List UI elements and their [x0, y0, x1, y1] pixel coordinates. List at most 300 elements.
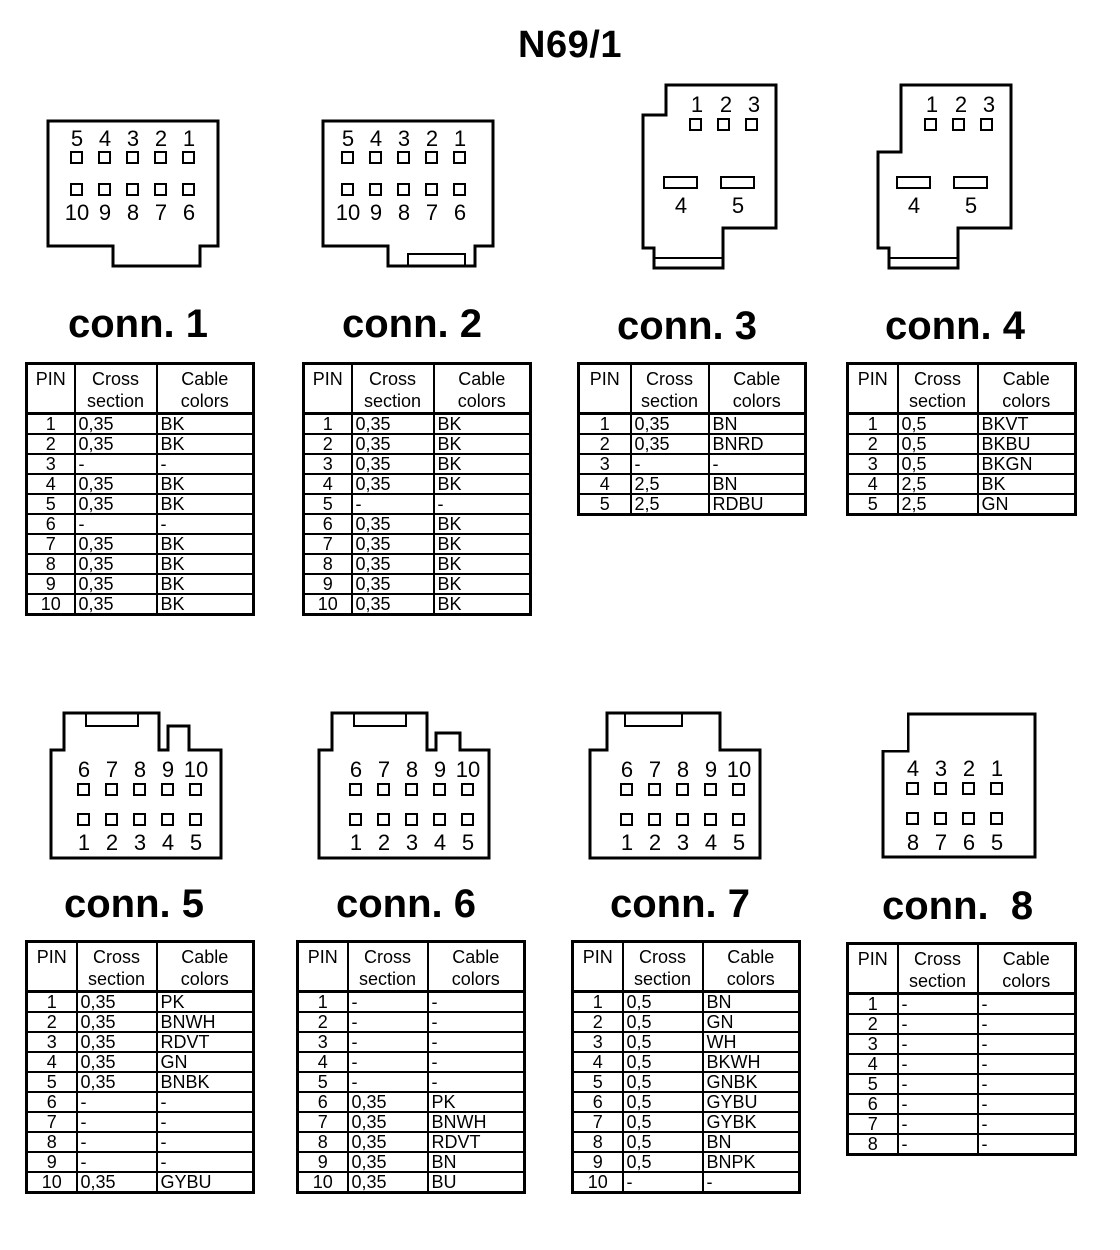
- pin-number: 1: [690, 92, 704, 117]
- cable-color-cell: BKBU: [978, 434, 1076, 454]
- cross-section-cell: 0,35: [75, 554, 157, 574]
- pin-number: 6: [349, 757, 363, 782]
- cable-color-cell: BU: [428, 1172, 525, 1193]
- page-title: N69/1: [518, 24, 622, 66]
- pin-number: 1: [349, 830, 363, 855]
- pin-number: 4: [161, 830, 175, 855]
- pin-number: 7: [648, 757, 662, 782]
- pin-number: 3: [747, 92, 761, 117]
- cross-section-cell: 0,5: [623, 1072, 703, 1092]
- cable-color-cell: BK: [157, 554, 254, 574]
- cable-color-cell: BK: [434, 454, 531, 474]
- cable-color-cell: GYBU: [157, 1172, 254, 1193]
- table-row: [579, 474, 806, 494]
- pin-number: 7: [377, 757, 391, 782]
- cross-section-cell: 0,35: [75, 574, 157, 594]
- cross-section-cell: -: [348, 1052, 428, 1072]
- pin-socket: [935, 783, 946, 794]
- table-row: [848, 1134, 1076, 1155]
- cable-color-cell: BK: [434, 414, 531, 435]
- pin-number: 3: [126, 126, 140, 151]
- cable-color-cell: -: [978, 1134, 1076, 1155]
- cable-color-cell: -: [703, 1172, 800, 1193]
- pin-column-header: PIN: [573, 942, 623, 992]
- pin-socket: [426, 152, 437, 163]
- pin-number: 7: [934, 830, 948, 855]
- cable-color-cell: RDVT: [428, 1132, 525, 1152]
- pin-number: 1: [453, 126, 467, 151]
- cross-section-cell: 2,5: [631, 474, 709, 494]
- cross-section-cell: -: [348, 1012, 428, 1032]
- table-row: [27, 494, 254, 514]
- pin-cell: 3: [579, 454, 631, 474]
- pin-socket: [342, 184, 353, 195]
- pin-cell: 1: [27, 992, 77, 1013]
- pin-socket: [705, 784, 716, 795]
- cable-color-cell: GYBK: [703, 1112, 800, 1132]
- table-row: [573, 1012, 800, 1032]
- pin-number: 2: [105, 830, 119, 855]
- pin-cell: 4: [27, 1052, 77, 1072]
- cable-color-cell: -: [434, 494, 531, 514]
- pin-number: 9: [433, 757, 447, 782]
- pin-cell: 6: [298, 1092, 348, 1112]
- pin-number: 8: [405, 757, 419, 782]
- table-row: [573, 1072, 800, 1092]
- pin-cell: 4: [304, 474, 352, 494]
- cable-color-cell: -: [978, 1014, 1076, 1034]
- pin-number: 5: [341, 126, 355, 151]
- pin-cell: 3: [27, 1032, 77, 1052]
- pin-number: 8: [133, 757, 147, 782]
- table-row: [848, 474, 1076, 494]
- cable-color-cell: -: [978, 1074, 1076, 1094]
- cable-color-cell: BN: [709, 474, 806, 494]
- cross-section-cell: -: [898, 1114, 978, 1134]
- cable-color-cell: GN: [703, 1012, 800, 1032]
- pin-socket: [677, 784, 688, 795]
- cross-section-cell: 0,35: [348, 1132, 428, 1152]
- table-row: [304, 594, 531, 615]
- pin-cell: 9: [298, 1152, 348, 1172]
- cable-color-cell: GN: [978, 494, 1076, 515]
- cable-color-cell: BK: [157, 534, 254, 554]
- pin-socket: [664, 177, 697, 188]
- pin-cell: 5: [573, 1072, 623, 1092]
- cross-section-cell: 0,35: [348, 1152, 428, 1172]
- pin-cell: 2: [27, 434, 75, 454]
- connector-8-diagram: [880, 711, 1040, 863]
- pin-socket: [127, 152, 138, 163]
- table-row: [27, 1172, 254, 1193]
- table-row: [298, 1112, 525, 1132]
- pin-socket: [183, 152, 194, 163]
- pin-number: 5: [964, 193, 978, 218]
- cross-section-cell: 0,35: [77, 1072, 157, 1092]
- pin-number: 3: [982, 92, 996, 117]
- pin-number: 6: [77, 757, 91, 782]
- cross-section-cell: -: [77, 1152, 157, 1172]
- table-row: [298, 1132, 525, 1152]
- table-row: [27, 434, 254, 454]
- pin-number: 6: [620, 757, 634, 782]
- pin-cell: 6: [848, 1094, 898, 1114]
- table-row: [298, 1012, 525, 1032]
- pin-socket: [649, 784, 660, 795]
- cross-section-cell: 0,5: [898, 434, 978, 454]
- table-row: [27, 474, 254, 494]
- cable-colors-column-header: Cable colors: [978, 944, 1076, 994]
- cable-color-cell: BKGN: [978, 454, 1076, 474]
- table-row: [27, 514, 254, 534]
- pin-number: 1: [620, 830, 634, 855]
- cross-section-cell: 0,35: [348, 1092, 428, 1112]
- cross-section-cell: -: [348, 1032, 428, 1052]
- cross-section-cell: -: [623, 1172, 703, 1193]
- cross-section-cell: -: [898, 1014, 978, 1034]
- cable-color-cell: BK: [157, 594, 254, 615]
- table-row: [304, 574, 531, 594]
- pin-number: 1: [77, 830, 91, 855]
- pin-cell: 2: [848, 1014, 898, 1034]
- connector-1-label: conn. 1: [68, 302, 209, 346]
- pin-socket: [350, 814, 361, 825]
- pin-column-header: PIN: [304, 364, 352, 414]
- locking-latch: [354, 713, 406, 726]
- pin-cell: 5: [848, 1074, 898, 1094]
- pin-socket: [690, 119, 701, 130]
- pin-socket: [462, 784, 473, 795]
- pin-socket: [370, 184, 381, 195]
- pin-socket: [350, 784, 361, 795]
- cross-section-cell: 0,5: [623, 1012, 703, 1032]
- cable-colors-column-header: Cable colors: [703, 942, 800, 992]
- pin-number: 2: [425, 126, 439, 151]
- pin-number: 3: [676, 830, 690, 855]
- cable-color-cell: -: [428, 992, 525, 1013]
- table-row: [848, 1074, 1076, 1094]
- connector-3-label: conn. 3: [617, 304, 758, 348]
- pin-socket: [342, 152, 353, 163]
- pin-socket: [378, 784, 389, 795]
- table-row: [848, 1114, 1076, 1134]
- table-row: [573, 1052, 800, 1072]
- cross-section-cell: 0,5: [623, 1112, 703, 1132]
- table-row: [27, 1092, 254, 1112]
- pin-number: 3: [405, 830, 419, 855]
- table-row: [848, 1014, 1076, 1034]
- pin-cell: 9: [304, 574, 352, 594]
- pin-number: 3: [397, 126, 411, 151]
- cross-section-cell: 0,5: [898, 454, 978, 474]
- pin-number: 6: [182, 200, 196, 225]
- table-row: [304, 434, 531, 454]
- pin-number: 3: [934, 756, 948, 781]
- cable-colors-column-header: Cable colors: [978, 364, 1076, 414]
- pin-socket: [78, 784, 89, 795]
- pin-column-header: PIN: [848, 944, 898, 994]
- cable-color-cell: BK: [434, 434, 531, 454]
- pin-socket: [190, 784, 201, 795]
- cross-section-cell: -: [898, 994, 978, 1015]
- table-row: [848, 1054, 1076, 1074]
- cable-color-cell: BKVT: [978, 414, 1076, 435]
- cable-color-cell: -: [157, 454, 254, 474]
- cable-color-cell: BK: [434, 594, 531, 615]
- table-row: [848, 1094, 1076, 1114]
- cross-section-cell: 0,35: [352, 594, 434, 615]
- cross-section-column-header: Cross section: [77, 942, 157, 992]
- pin-number: 4: [907, 193, 921, 218]
- pin-number: 8: [397, 200, 411, 225]
- cable-color-cell: -: [709, 454, 806, 474]
- pin-socket: [134, 784, 145, 795]
- pin-socket: [99, 184, 110, 195]
- cross-section-cell: 0,35: [352, 474, 434, 494]
- pin-cell: 9: [27, 1152, 77, 1172]
- pin-cell: 3: [848, 454, 898, 474]
- table-row: [573, 992, 800, 1013]
- cable-color-cell: RDBU: [709, 494, 806, 515]
- pin-number: 4: [98, 126, 112, 151]
- pin-cell: 6: [304, 514, 352, 534]
- pin-cell: 6: [27, 514, 75, 534]
- pin-cell: 8: [27, 1132, 77, 1152]
- connector-7-pin-table: [571, 940, 801, 1194]
- pin-cell: 8: [27, 554, 75, 574]
- table-row: [848, 494, 1076, 515]
- cross-section-column-header: Cross section: [348, 942, 428, 992]
- cross-section-cell: 0,5: [623, 1132, 703, 1152]
- cable-color-cell: BK: [978, 474, 1076, 494]
- cable-color-cell: -: [157, 1092, 254, 1112]
- cross-section-cell: -: [898, 1074, 978, 1094]
- pin-cell: 8: [298, 1132, 348, 1152]
- cable-color-cell: -: [428, 1072, 525, 1092]
- pin-number: 4: [369, 126, 383, 151]
- pin-socket: [677, 814, 688, 825]
- cross-section-cell: 0,35: [75, 494, 157, 514]
- table-row: [298, 1072, 525, 1092]
- connector-3-pin-table: [577, 362, 807, 516]
- table-row: [27, 534, 254, 554]
- pin-cell: 4: [27, 474, 75, 494]
- pin-cell: 10: [298, 1172, 348, 1193]
- pin-socket: [907, 783, 918, 794]
- pin-socket: [963, 813, 974, 824]
- pin-socket: [733, 784, 744, 795]
- connector-6-pin-table: [296, 940, 526, 1194]
- pin-socket: [721, 177, 754, 188]
- pin-number: 2: [154, 126, 168, 151]
- pin-number: 7: [105, 757, 119, 782]
- pin-number: 7: [425, 200, 439, 225]
- connector-5-pin-table: [25, 940, 255, 1194]
- pin-number: 4: [906, 756, 920, 781]
- pin-cell: 7: [304, 534, 352, 554]
- pin-cell: 2: [27, 1012, 77, 1032]
- connector-6-label: conn. 6: [336, 882, 477, 926]
- cross-section-cell: 0,35: [75, 434, 157, 454]
- cable-color-cell: -: [157, 1112, 254, 1132]
- cross-section-cell: 0,5: [623, 1152, 703, 1172]
- pin-cell: 1: [848, 994, 898, 1015]
- pin-number: 1: [990, 756, 1004, 781]
- pin-cell: 7: [27, 1112, 77, 1132]
- pin-socket: [406, 814, 417, 825]
- cross-section-cell: 0,35: [75, 534, 157, 554]
- pin-number: 6: [962, 830, 976, 855]
- table-row: [304, 534, 531, 554]
- cross-section-cell: 0,35: [352, 414, 434, 435]
- cross-section-cell: 0,5: [623, 992, 703, 1013]
- pin-cell: 1: [304, 414, 352, 435]
- pin-cell: 5: [27, 1072, 77, 1092]
- cable-color-cell: -: [157, 514, 254, 534]
- table-row: [848, 454, 1076, 474]
- pin-cell: 7: [573, 1112, 623, 1132]
- pin-socket: [963, 783, 974, 794]
- cross-section-cell: 0,5: [623, 1052, 703, 1072]
- cross-section-cell: -: [77, 1092, 157, 1112]
- pin-socket: [981, 119, 992, 130]
- cable-color-cell: PK: [428, 1092, 525, 1112]
- cable-color-cell: BN: [428, 1152, 525, 1172]
- pin-cell: 4: [848, 1054, 898, 1074]
- pin-number: 5: [990, 830, 1004, 855]
- cable-color-cell: BK: [157, 434, 254, 454]
- pin-number: 7: [154, 200, 168, 225]
- cross-section-cell: 0,35: [352, 514, 434, 534]
- pin-cell: 7: [298, 1112, 348, 1132]
- table-row: [27, 1032, 254, 1052]
- pin-number: 9: [98, 200, 112, 225]
- table-row: [573, 1092, 800, 1112]
- pin-socket: [454, 184, 465, 195]
- table-row: [848, 434, 1076, 454]
- cable-color-cell: GYBU: [703, 1092, 800, 1112]
- pin-socket: [134, 814, 145, 825]
- pin-socket: [183, 184, 194, 195]
- table-row: [298, 1092, 525, 1112]
- table-row: [579, 414, 806, 435]
- cable-color-cell: -: [428, 1052, 525, 1072]
- pin-column-header: PIN: [298, 942, 348, 992]
- cross-section-cell: -: [77, 1132, 157, 1152]
- pin-cell: 3: [27, 454, 75, 474]
- cross-section-cell: -: [898, 1134, 978, 1155]
- pin-socket: [953, 119, 964, 130]
- connector-7-label: conn. 7: [610, 882, 751, 926]
- pin-column-header: PIN: [27, 942, 77, 992]
- pin-cell: 3: [298, 1032, 348, 1052]
- table-row: [573, 1152, 800, 1172]
- pin-cell: 8: [573, 1132, 623, 1152]
- cable-color-cell: -: [157, 1132, 254, 1152]
- pin-socket: [621, 784, 632, 795]
- table-row: [304, 494, 531, 514]
- pin-number: 2: [954, 92, 968, 117]
- connector-2-diagram: [320, 118, 500, 270]
- cross-section-column-header: Cross section: [75, 364, 157, 414]
- table-row: [27, 554, 254, 574]
- pin-number: 9: [161, 757, 175, 782]
- connector-1-pin-table: [25, 362, 255, 616]
- pin-cell: 10: [27, 594, 75, 615]
- pin-socket: [935, 813, 946, 824]
- cross-section-cell: 0,35: [352, 534, 434, 554]
- table-row: [848, 1034, 1076, 1054]
- cross-section-cell: 0,5: [623, 1032, 703, 1052]
- pin-cell: 4: [298, 1052, 348, 1072]
- cross-section-cell: 0,35: [352, 574, 434, 594]
- pin-socket: [991, 783, 1002, 794]
- table-row: [304, 514, 531, 534]
- cable-color-cell: -: [428, 1032, 525, 1052]
- cross-section-cell: 0,35: [77, 992, 157, 1013]
- pin-socket: [733, 814, 744, 825]
- pin-cell: 3: [848, 1034, 898, 1054]
- pin-socket: [434, 784, 445, 795]
- pin-number: 8: [676, 757, 690, 782]
- cable-color-cell: -: [978, 994, 1076, 1015]
- table-row: [27, 1132, 254, 1152]
- pin-socket: [162, 814, 173, 825]
- cable-color-cell: -: [978, 1114, 1076, 1134]
- table-row: [298, 1032, 525, 1052]
- pin-number: 6: [453, 200, 467, 225]
- cable-color-cell: BK: [157, 574, 254, 594]
- pin-number: 4: [433, 830, 447, 855]
- pin-number: 2: [719, 92, 733, 117]
- pin-cell: 5: [298, 1072, 348, 1092]
- table-row: [27, 992, 254, 1013]
- cross-section-cell: -: [898, 1034, 978, 1054]
- pin-number: 2: [648, 830, 662, 855]
- pin-cell: 4: [848, 474, 898, 494]
- connector-6-diagram: [316, 710, 496, 862]
- connector-7-diagram: [587, 710, 767, 862]
- pin-number: 3: [133, 830, 147, 855]
- locking-latch: [408, 254, 465, 266]
- pin-socket: [78, 814, 89, 825]
- pin-cell: 8: [304, 554, 352, 574]
- table-row: [27, 1152, 254, 1172]
- cross-section-cell: 2,5: [898, 494, 978, 515]
- pin-cell: 1: [848, 414, 898, 435]
- pin-number: 10: [335, 200, 361, 225]
- table-row: [304, 554, 531, 574]
- cross-section-column-header: Cross section: [631, 364, 709, 414]
- pin-socket: [71, 152, 82, 163]
- pin-cell: 1: [579, 414, 631, 435]
- cross-section-cell: 0,35: [348, 1172, 428, 1193]
- cable-color-cell: -: [978, 1094, 1076, 1114]
- cable-color-cell: BN: [703, 992, 800, 1013]
- pin-number: 5: [731, 193, 745, 218]
- table-row: [298, 992, 525, 1013]
- pin-socket: [155, 184, 166, 195]
- cross-section-cell: 0,5: [623, 1092, 703, 1112]
- cross-section-cell: 0,35: [352, 454, 434, 474]
- table-row: [573, 1132, 800, 1152]
- pin-socket: [106, 814, 117, 825]
- cable-color-cell: -: [157, 1152, 254, 1172]
- pin-number: 5: [70, 126, 84, 151]
- cross-section-cell: 0,35: [631, 414, 709, 435]
- connector-4-diagram: [875, 82, 1015, 272]
- pin-cell: 10: [27, 1172, 77, 1193]
